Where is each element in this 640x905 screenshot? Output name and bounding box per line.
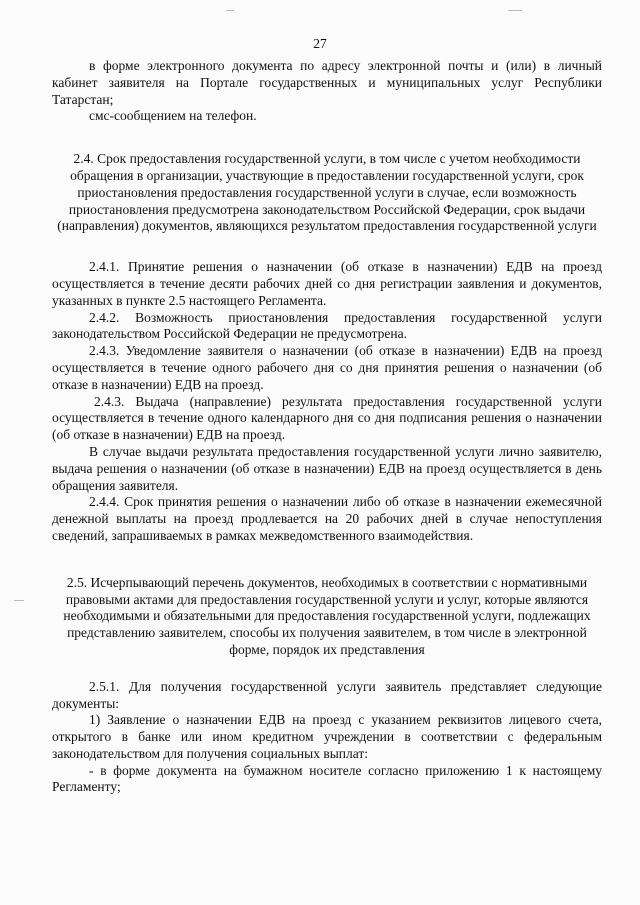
scan-mark bbox=[226, 10, 234, 11]
section-heading-2-5: 2.5. Исчерпывающий перечень документов, необходимых в соответствии с нормативными правовыми актами для предоставления государственной услуги и услуг, которые являются необходимыми и обязательными для предоставления государственной услуги, подлежащих представлению заявителем, способы их получения заявителем, в том числе в электронной форме, порядок их представления bbox=[63, 574, 591, 657]
paragraph: 2.5.1. Для получения государственной услуги заявитель представляет следующие документы: bbox=[52, 678, 602, 711]
paragraph: в форме электронного документа по адресу электронной почты и (или) в личный кабинет заявителя на Портале государственных и муниципальных услуг Республики Татарстан; bbox=[52, 58, 602, 107]
paragraph: 2.4.1. Принятие решения о назначении (об отказе в назначении) ЕДВ на проезд осуществляется в течение десяти рабочих дней со дня регистрации заявления и документов, указанных в пункте 2.5 настоящего Регламента. bbox=[52, 259, 602, 308]
page-number: 27 bbox=[313, 36, 327, 51]
paragraph: В случае выдачи результата предоставления государственной услуги лично заявителю, выдача решения о назначении (об отказе в назначении) ЕДВ на проезд осуществляется в день обращения заявителя. bbox=[52, 443, 602, 493]
paragraph: 2.4.4. Срок принятия решения о назначении либо об отказе в назначении ежемесячной денежной выплаты на проезд продлевается на 20 рабочих дней в случае непоступления сведений, запрашиваемых в рамках межведомственного взаимодействия. bbox=[52, 494, 602, 543]
document-body bbox=[52, 58, 602, 796]
scan-mark bbox=[14, 600, 24, 601]
scan-mark bbox=[508, 10, 522, 11]
paragraph: 2.4.3. Выдача (направление) результата предоставления государственной услуги осуществляется в течение одного календарного дня со дня подписания решения о назначении (об отказе в назначении) ЕДВ на проезд. bbox=[52, 393, 602, 443]
paragraph: 2.4.2. Возможность приостановления предоставления государственной услуги законодательством Российской Федерации не предусмотрена. bbox=[52, 309, 602, 342]
paragraph: 1) Заявление о назначении ЕДВ на проезд с указанием реквизитов лицевого счета, открытого в банке или ином кредитном учреждении в соответствии с федеральным законодательством для получения социальных выплат: bbox=[52, 712, 602, 761]
paragraph: смс-сообщением на телефон. bbox=[89, 108, 257, 124]
paragraph: - в форме документа на бумажном носителе согласно приложению 1 к настоящему Регламенту; bbox=[52, 762, 602, 795]
paragraph: 2.4.3. Уведомление заявителя о назначении (об отказе в назначении) ЕДВ на проезд осуществляется в течение одного рабочего дня со дня принятия решения о назначении (об отказе в назначении) ЕДВ на проезд. bbox=[52, 343, 602, 392]
section-heading-2-4: 2.4. Срок предоставления государственной услуги, в том числе с учетом необходимости обращения в организации, участвующие в предоставлении государственной услуги, срок приостановления предоставления государственной услуги в случае, если возможность приостановления предусмотрена законодательством Российской Федерации, срок выдачи (направления) документов, являющихся результатом предоставления государственной услуги bbox=[57, 151, 597, 234]
